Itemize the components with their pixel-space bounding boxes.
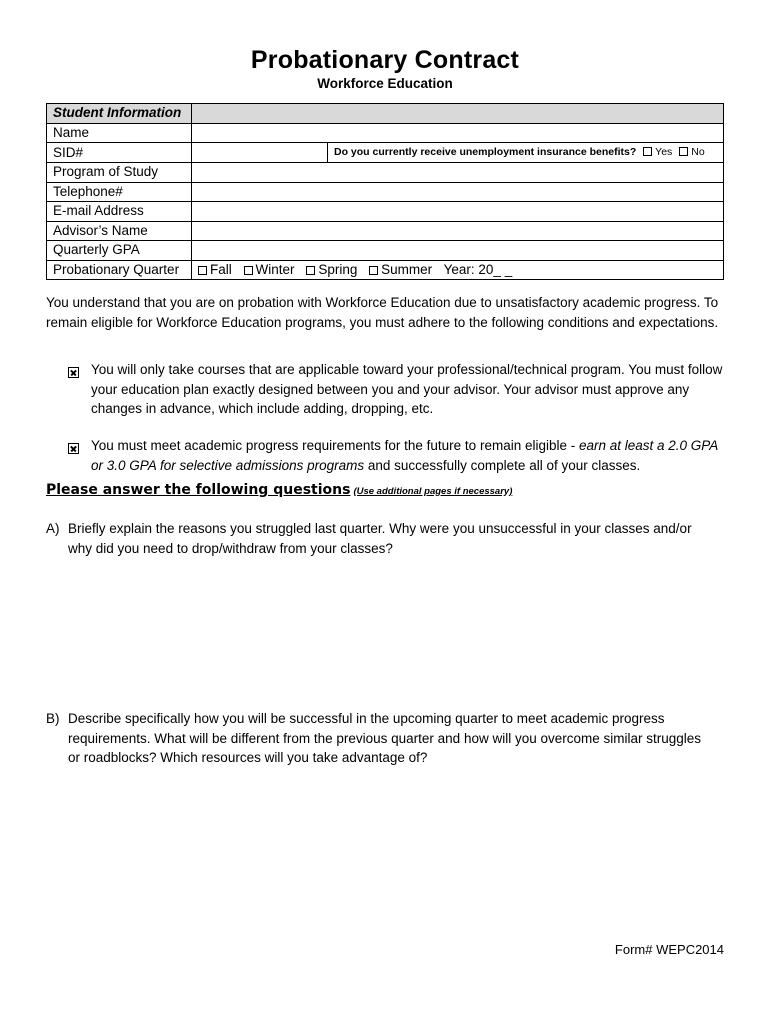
question-b-text: Describe specifically how you will be successful in the upcoming quarter to meet academic progress requirements. What will be different from the previous quarter and how will you overcome similar struggles or roadblocks? Which resources will you take advantage of? bbox=[68, 711, 702, 765]
checked-box-icon bbox=[68, 367, 79, 378]
fall-checkbox[interactable] bbox=[198, 266, 207, 275]
gpa-field[interactable] bbox=[192, 241, 724, 261]
email-field[interactable] bbox=[192, 202, 724, 222]
spring-checkbox[interactable] bbox=[306, 266, 315, 275]
table-row bbox=[47, 182, 724, 202]
condition-2-text bbox=[91, 436, 728, 475]
checked-box-icon bbox=[68, 443, 79, 454]
gpa-label: Quarterly GPA bbox=[47, 241, 192, 261]
condition-2-gpa-requirement: earn at least a 2.0 GPA or 3.0 GPA for selective admissions programs bbox=[91, 438, 718, 473]
condition-2-start: You must meet academic progress requirements for the future to remain eligible - bbox=[91, 438, 579, 453]
student-info-header-row bbox=[47, 104, 724, 124]
unemployment-no-checkbox[interactable] bbox=[679, 147, 688, 156]
questions-heading bbox=[46, 482, 512, 498]
name-field[interactable] bbox=[192, 123, 724, 143]
page-subtitle: Workforce Education bbox=[317, 76, 453, 91]
condition-2-end: and successfully complete all of your classes. bbox=[364, 457, 641, 473]
summer-label: Summer bbox=[381, 261, 433, 277]
question-b bbox=[46, 709, 706, 768]
student-info-header-blank bbox=[192, 104, 724, 124]
email-label: E-mail Address bbox=[47, 202, 192, 222]
winter-label: Winter bbox=[255, 261, 295, 277]
sid-field[interactable] bbox=[192, 143, 328, 162]
questions-note: (Use additional pages if necessary) bbox=[353, 486, 513, 497]
table-row bbox=[47, 202, 724, 222]
quarter-options bbox=[192, 260, 724, 280]
advisor-label: Advisor’s Name bbox=[47, 221, 192, 241]
unemployment-question-cell bbox=[328, 143, 723, 162]
page-title: Probationary Contract bbox=[250, 46, 520, 74]
spring-label: Spring bbox=[318, 261, 358, 277]
sid-label: SID# bbox=[47, 143, 192, 163]
program-label: Program of Study bbox=[47, 163, 192, 183]
table-row bbox=[47, 241, 724, 261]
unemployment-yes-checkbox[interactable] bbox=[643, 147, 652, 156]
question-a-text: Briefly explain the reasons you struggled last quarter. Why were you unsuccessful in your classes and/or why did you need to drop/withdraw from your classes? bbox=[68, 521, 692, 556]
table-row bbox=[47, 143, 724, 163]
year-field[interactable]: Year: 20_ _ bbox=[443, 261, 513, 277]
condition-item-1 bbox=[68, 360, 728, 419]
table-row bbox=[47, 221, 724, 241]
question-a bbox=[46, 519, 706, 558]
summer-checkbox[interactable] bbox=[369, 266, 378, 275]
questions-heading-text: Please answer the following questions bbox=[46, 482, 351, 498]
condition-item-2 bbox=[68, 436, 728, 475]
answer-b-area[interactable] bbox=[46, 775, 724, 930]
unemployment-question: Do you currently receive unemployment insurance benefits? bbox=[334, 146, 637, 158]
question-a-label: A) bbox=[46, 521, 60, 536]
telephone-label: Telephone# bbox=[47, 182, 192, 202]
advisor-field[interactable] bbox=[192, 221, 724, 241]
table-row bbox=[47, 123, 724, 143]
student-info-heading: Student Information bbox=[47, 104, 192, 124]
table-row bbox=[47, 163, 724, 183]
unemployment-yes-label: Yes bbox=[655, 146, 673, 158]
table-row bbox=[47, 260, 724, 280]
fall-label: Fall bbox=[210, 261, 232, 277]
telephone-field[interactable] bbox=[192, 182, 724, 202]
question-b-label: B) bbox=[46, 711, 60, 726]
unemployment-no-label: No bbox=[691, 146, 705, 158]
form-number: Form# WEPC2014 bbox=[614, 942, 724, 957]
sid-row-cell bbox=[192, 143, 724, 163]
student-info-table bbox=[46, 103, 724, 280]
answer-a-area[interactable] bbox=[46, 565, 724, 700]
quarter-label: Probationary Quarter bbox=[47, 260, 192, 280]
program-field[interactable] bbox=[192, 163, 724, 183]
winter-checkbox[interactable] bbox=[244, 266, 253, 275]
intro-paragraph: You understand that you are on probation with Workforce Education due to unsatisfactory academic progress. To remain eligible for Workforce Education programs, you must adhere to the following conditions and expectations. bbox=[46, 295, 719, 330]
condition-1-text: You will only take courses that are applicable toward your professional/technical program. You must follow your education plan exactly designed between you and your advisor. Your advisor must approve any changes in advance, which include adding, dropping, etc. bbox=[91, 362, 723, 416]
name-label: Name bbox=[47, 123, 192, 143]
